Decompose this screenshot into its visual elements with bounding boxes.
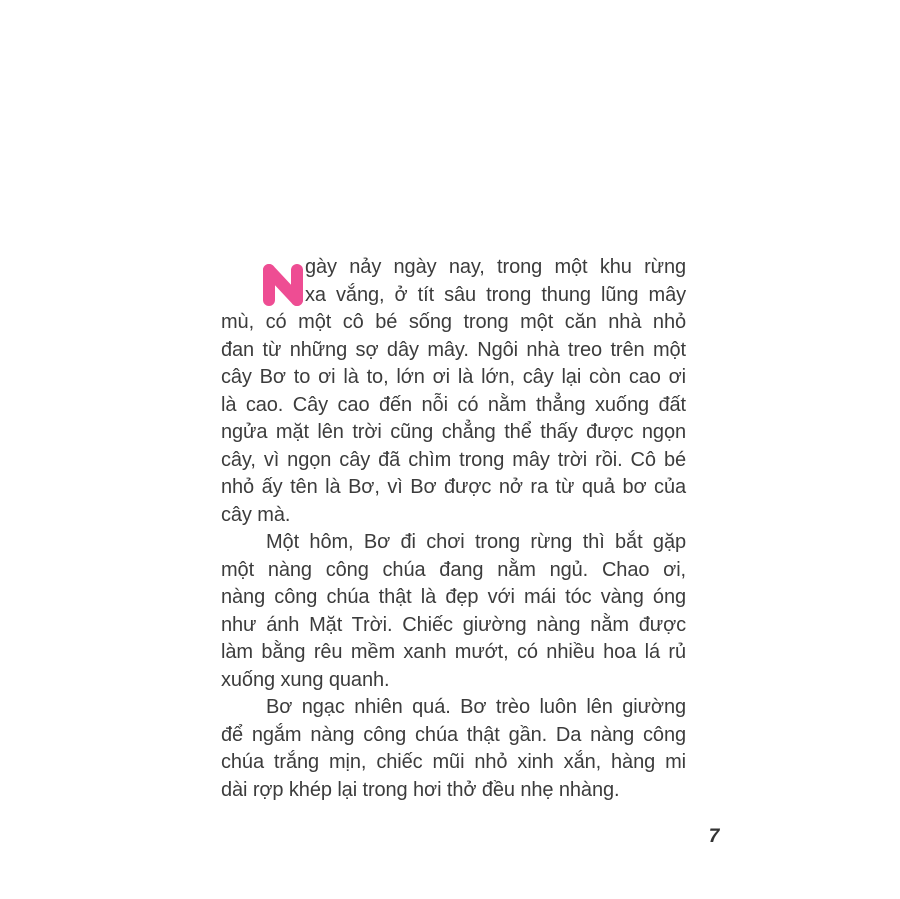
dropcap-letter	[221, 254, 305, 309]
text-line: đan từ những sợ dây mây. Ngôi nhà treo trên một	[221, 338, 686, 361]
text-line: chúa trắng mịn, chiếc mũi nhỏ xinh xắn, hàng mi	[221, 751, 686, 773]
text-line: để ngắm nàng công chúa thật gần. Da nàng công	[221, 723, 686, 746]
text-line: nhỏ ấy tên là Bơ, vì Bơ được nở ra từ quả bơ của	[221, 476, 686, 498]
page-number: 7	[708, 826, 720, 847]
text-line: một nàng công chúa đang nằm ngủ. Chao ơi,	[221, 558, 686, 581]
text-line: xa vắng, ở tít sâu trong thung lũng mây	[305, 283, 686, 306]
text-line: như ánh Mặt Trời. Chiếc giường nàng nằm được	[221, 613, 686, 636]
text-line: nàng công chúa thật là đẹp với mái tóc vàng óng	[221, 586, 686, 608]
paragraph	[221, 254, 686, 529]
text-line: là cao. Cây cao đến nỗi có nằm thẳng xuống đất	[221, 393, 686, 416]
paragraph	[221, 529, 686, 694]
text-line: mù, có một cô bé sống trong một căn nhà nhỏ	[221, 311, 686, 333]
text-line: cây, vì ngọn cây đã chìm trong mây trời rồi. Cô bé	[221, 448, 686, 471]
paragraph	[221, 694, 686, 804]
text-line: dài rợp khép lại trong hơi thở đều nhẹ nhàng.	[221, 778, 620, 801]
text-line: ngửa mặt lên trời cũng chẳng thể thấy được ngọn	[221, 421, 686, 443]
story-text-block	[221, 254, 686, 804]
text-line: Một hôm, Bơ đi chơi trong rừng thì bắt gặp	[266, 531, 686, 553]
text-line: cây Bơ to ơi là to, lớn ơi là lớn, cây lại còn cao ơi	[221, 366, 686, 388]
text-line: gày nảy ngày nay, trong một khu rừng	[305, 256, 686, 278]
text-line: Bơ ngạc nhiên quá. Bơ trèo luôn lên giường	[266, 696, 686, 718]
text-line: xuống xung quanh.	[221, 668, 390, 691]
dropcap-n-glyph	[262, 262, 304, 308]
text-line: cây mà.	[221, 503, 291, 526]
text-line: làm bằng rêu mềm xanh mướt, có nhiều hoa lá rủ	[221, 641, 686, 663]
